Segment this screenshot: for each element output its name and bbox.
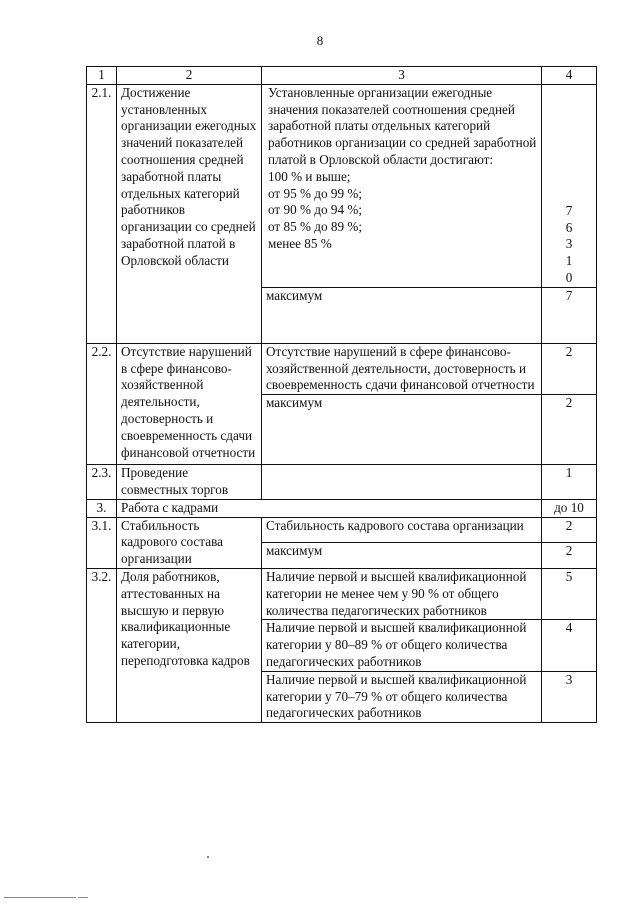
scan-dot: [207, 856, 209, 858]
points-cell: 5: [542, 568, 597, 619]
table-row: [87, 343, 597, 394]
row-number: 3.: [87, 499, 117, 517]
maximum-points: 7: [542, 287, 597, 343]
row-number: 2.3.: [87, 465, 117, 500]
indicator-cell: Отсутствие нарушений в сфере финансово-хозяйственной деятельности, достоверность и своевременность сдачи финансовой отчетности: [117, 343, 262, 464]
row-number: 3.2.: [87, 568, 117, 722]
points-cell: 1: [542, 465, 597, 500]
level-item: от 95 % до 99 %;: [268, 185, 362, 201]
criterion-cell: Отсутствие нарушений в сфере финансово-хозяйственной деятельности, достоверность и своевременность сдачи финансовой отчетности: [262, 343, 542, 394]
level-item: 100 % и выше;: [268, 168, 351, 184]
criterion-cell: Наличие первой и высшей квалификационной категории у 80–89 % от общего количества педагогических работников: [262, 620, 542, 671]
points-value: 3: [565, 236, 573, 252]
criteria-table: [86, 66, 597, 723]
table-row: [87, 465, 597, 500]
criterion-cell: Наличие первой и высшей квалификационной категории у 70–79 % от общего количества педагогических работников: [262, 671, 542, 722]
indicator-cell: Достижение установленных организации ежегодных значений показателей соотношения средней заработной платы отдельных категорий работников организации со средней заработной платой в Орловской области: [117, 84, 262, 343]
scan-edge-line: [78, 897, 88, 898]
points-cell: 2: [542, 343, 597, 394]
points-cell: [542, 84, 597, 287]
row-number: 2.1.: [87, 84, 117, 343]
criterion-cell: [262, 84, 542, 287]
points-value: 1: [565, 253, 573, 269]
criterion-intro: Установленные организации ежегодные значения показателей соотношения средней заработной платы отдельных категорий работников организации со средней заработной платой в Орловской области достигают:: [268, 84, 537, 167]
points-cell: до 10: [542, 499, 597, 517]
header-col-1: 1: [87, 67, 117, 85]
maximum-points: 2: [542, 543, 597, 569]
row-number: 2.2.: [87, 343, 117, 464]
header-col-2: 2: [117, 67, 262, 85]
table-row: [87, 568, 597, 619]
level-item: от 90 % до 94 %;: [268, 202, 362, 218]
indicator-cell: Доля работников, аттестованных на высшую и первую квалификационные категории, переподготовка кадров: [117, 568, 262, 722]
maximum-label: максимум: [262, 287, 542, 343]
maximum-points: 2: [542, 395, 597, 465]
header-col-3: 3: [262, 67, 542, 85]
section-row: [87, 499, 597, 517]
table-header-row: [87, 67, 597, 85]
table-row: [87, 517, 597, 543]
points-value: 0: [565, 269, 573, 285]
points-cell: 2: [542, 517, 597, 543]
indicator-cell: Проведение совместных торгов: [117, 465, 262, 500]
section-title: Работа с кадрами: [117, 499, 542, 517]
criterion-cell: Наличие первой и высшей квалификационной категории не менее чем у 90 % от общего количества педагогических работников: [262, 568, 542, 619]
level-item: менее 85 %: [268, 235, 332, 251]
maximum-label: максимум: [262, 543, 542, 569]
points-value: 6: [565, 219, 573, 235]
row-number: 3.1.: [87, 517, 117, 568]
criterion-cell: Стабильность кадрового состава организации: [262, 517, 542, 543]
maximum-label: максимум: [262, 395, 542, 465]
table-row: [87, 84, 597, 287]
indicator-cell: Стабильность кадрового состава организации: [117, 517, 262, 568]
points-value: 7: [565, 202, 573, 218]
points-cell: 3: [542, 671, 597, 722]
scan-edge-line: [4, 897, 76, 898]
header-col-4: 4: [542, 67, 597, 85]
page-number: 8: [316, 33, 324, 48]
points-cell: 4: [542, 620, 597, 671]
criterion-cell: [262, 465, 542, 500]
level-item: от 85 % до 89 %;: [268, 219, 362, 235]
